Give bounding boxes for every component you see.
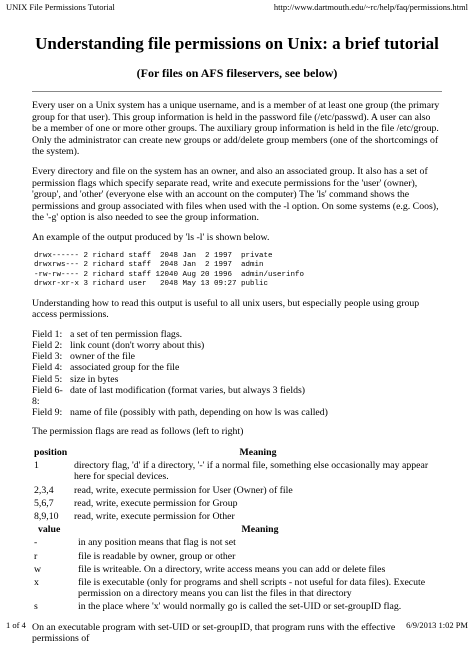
field-row [32,385,442,407]
divider [32,91,442,92]
table-row [32,497,442,510]
field-description: link count (don't worry about this) [70,339,205,351]
column-header-position: position [34,446,68,458]
ls-output-line: -rw-rw---- 2 richard staff 12040 Aug 20 1996 admin/userinfo [34,270,305,279]
field-row [32,329,442,340]
field-label: Field 2: [32,339,63,351]
field-row [32,374,442,385]
paragraph-understanding: Understanding how to read this output is useful to all unix users, but especially people using group access permissions. [32,297,420,321]
column-header-meaning: Meaning [241,524,279,536]
field-description: owner of the file [70,351,136,363]
table-row [32,576,442,600]
table-row [32,563,442,576]
table-header-row [32,523,442,536]
field-list [32,329,442,419]
paragraph-flags-intro: The permission flags are read as follows (left to right) [32,426,244,438]
field-description: name of file (possibly with path, depending on how ls was called) [70,407,328,419]
meaning-cell: read, write, execute permission for Group [74,497,238,509]
print-header-title: UNIX File Permissions Tutorial [6,2,115,12]
field-description: associated group for the file [70,362,180,374]
value-cell: w [34,563,42,575]
print-datetime: 6/9/2013 1:02 PM [406,620,468,630]
field-label: Field 4: [32,362,63,374]
print-header [6,2,468,12]
field-label: Field 3: [32,351,63,363]
field-description: a set of ten permission flags. [70,328,183,340]
meaning-cell: read, write, execute permission for User (Owner) of file [74,484,293,496]
ls-output-line: drwx------ 2 richard staff 2048 Jan 2 1997 private [34,251,273,260]
field-description: size in bytes [70,373,119,385]
paragraph-permissions: Every directory and file on the system has an owner, and also an associated group. It also has a set of permission flags which specify separate read, write and execute permissions for the 'user' (owner), 'group', and 'other' (everyone else with an account on the computer) The 'ls' command shows the permissions and group associated with files when used with the -l option. On some systems (e.g. Coos), the '-g' option is also needed to see the group information. [32,165,439,224]
column-header-value: value [38,524,61,536]
table-row [32,484,442,497]
value-table [32,523,442,613]
field-row [32,407,442,418]
print-footer [6,620,468,630]
meaning-cell: file is writeable. On a directory, write access means you can add or delete files [78,563,386,575]
meaning-cell: in any position means that flag is not set [78,537,236,549]
field-label: Field 1: [32,328,63,340]
position-cell: 2,3,4 [34,484,54,496]
meaning-cell: read, write, execute permission for Other [74,510,235,522]
print-header-url: http://www.dartmouth.edu/~rc/help/faq/permissions.html [273,2,468,12]
field-label: Field 5: [32,373,63,385]
ls-output-line: drwxr-xr-x 3 richard user 2048 May 13 09:27 public [34,280,269,289]
page-title: Understanding file permissions on Unix: a brief tutorial [35,34,439,53]
page-subtitle: (For files on AFS fileservers, see below) [136,66,338,80]
field-row [32,351,442,362]
value-cell: - [34,537,38,549]
value-cell: r [34,550,38,562]
field-label: Field 6-8: [32,384,63,407]
field-label: Field 9: [32,407,63,419]
page-number: 1 of 4 [6,620,26,630]
paragraph-intro: Every user on a Unix system has a unique username, and is a member of at least one group (the primary group for that user). This group information is held in the password file (/etc/passwd). A user can also be a member of one or more other groups. The auxiliary group information is held in the file /etc/group. Only the administrator can create new groups or add/delete group members (one of the shortcomings of the system). [32,100,440,158]
column-header-meaning: Meaning [239,446,277,458]
meaning-cell: file is readable by owner, group or other [78,550,236,562]
table-row [32,536,442,549]
field-row [32,340,442,351]
ls-output-block [34,252,442,290]
meaning-cell: directory flag, 'd' if a directory, '-' if a normal file, something else occasionally may appear here for special devices. [74,460,429,483]
paragraph-example-intro: An example of the output produced by 'ls -l' is shown below. [32,231,270,243]
value-cell: s [34,601,38,613]
value-cell: x [34,576,39,588]
table-row [32,510,442,523]
paragraph-setuid: On an executable program with set-UID or set-groupID, that program runs with the effective permissions of [32,621,396,645]
position-cell: 5,6,7 [34,497,54,509]
position-cell: 1 [34,460,39,472]
permission-tables [32,446,442,614]
ls-output-line: drwxrws--- 2 richard staff 2048 Jan 2 1997 admin [34,261,264,270]
table-row [32,459,442,483]
field-row [32,362,442,373]
position-cell: 8,9,10 [34,510,59,522]
field-description: date of last modification (format varies, but always 3 fields) [70,384,306,396]
table-row [32,550,442,563]
table-header-row [32,446,442,459]
meaning-cell: in the place where 'x' would normally go is called the set-UID or set-groupID flag. [78,601,402,613]
table-row [32,600,442,613]
document-body [32,34,442,653]
position-table [32,446,442,523]
meaning-cell: file is executable (only for programs and shell scripts - not useful for data files). Execute permission on a directory means you can list the files in that directory [78,576,426,600]
